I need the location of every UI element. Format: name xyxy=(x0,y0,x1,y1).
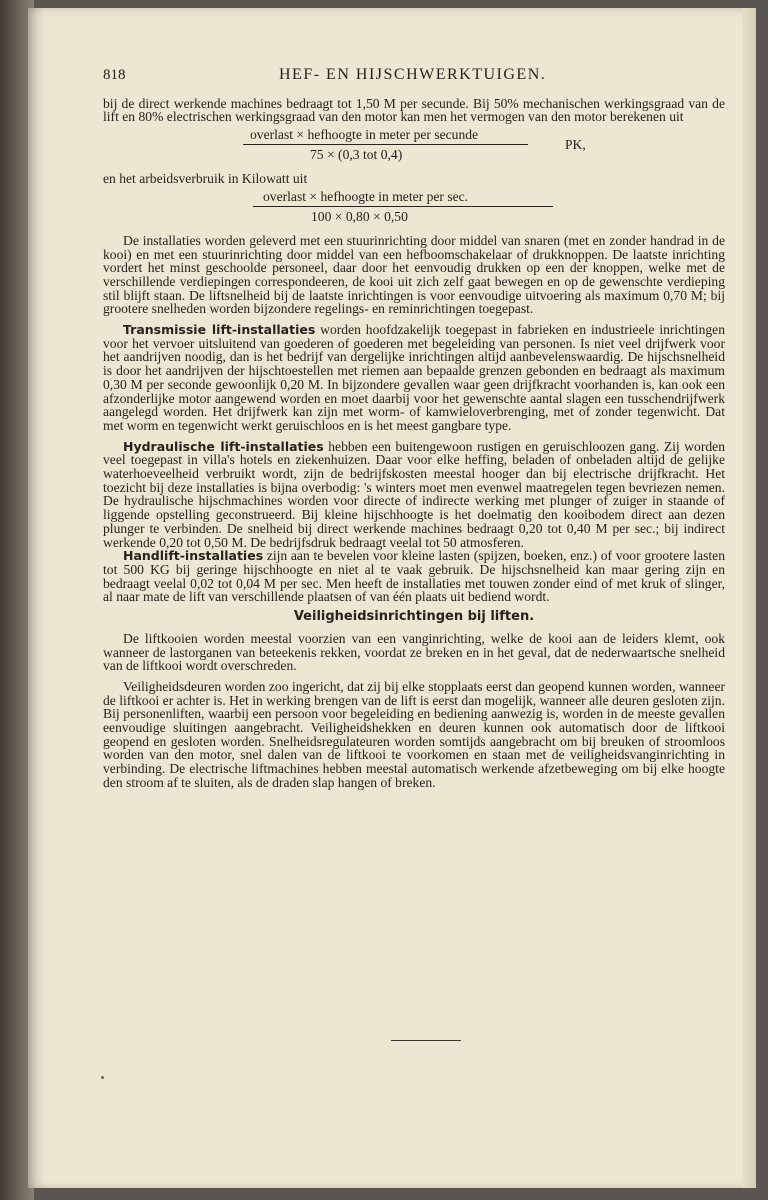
page-number: 818 xyxy=(103,67,126,83)
formula-numerator: overlast × hefhoogte in meter per sec. xyxy=(263,188,469,204)
paragraph-handlift xyxy=(103,549,725,604)
paragraph: De liftkooien worden meestal voorzien van een vanginrichting, welke de kooi aan de leiders klemt, ook wanneer de lastorganen van beteekenis rekken, voordat ze breken en in het geval, dat de nederwaartsche snelheid van de liftkooi wordt overschreden. xyxy=(103,630,725,674)
paragraph-hydraulisch xyxy=(103,440,725,550)
paragraph: en het arbeidsverbruik in Kilowatt uit xyxy=(103,171,308,187)
fraction-line xyxy=(243,144,528,145)
page-edge xyxy=(742,8,756,1188)
page-content xyxy=(103,68,725,790)
formula-unit: PK, xyxy=(565,137,586,153)
section-title: Veiligheidsinrichtingen bij liften. xyxy=(293,609,535,625)
formula-pk xyxy=(103,128,725,168)
lead-term: Hydraulische lift-installaties xyxy=(123,438,324,454)
paragraph-body: zijn aan te bevelen voor kleine lasten (spijzen, boeken, enz.) of voor grootere lasten tot 500 KG bij geringe hijschhoogte en niet al te vaak gebruik. De hijschsnelheid kan maar gering zijn en bedraagt veelal 0,02 tot 0,04 M per sec. Men heeft de installaties met touwen zonder eind of met kruk of slinger, al naar mate de lift van verschillende plaatsen of van één plaats uit bediend wordt. xyxy=(103,548,725,605)
running-title: HEF- EN HIJSCHWERKTUIGEN. xyxy=(279,66,547,83)
formula-numerator: overlast × hefhoogte in meter per secunde xyxy=(250,127,479,143)
page-header xyxy=(103,68,725,83)
paragraph-transmissie xyxy=(103,323,725,433)
lead-term: Transmissie lift-installaties xyxy=(123,322,316,338)
formula-denominator: 100 × 0,80 × 0,50 xyxy=(311,208,408,224)
fraction-line xyxy=(253,206,553,207)
formula-denominator: 75 × (0,3 tot 0,4) xyxy=(310,147,403,163)
paragraph-body: worden hoofdzakelijk toegepast in fabrieken en industrieele inrichtingen voor het vervoer uitsluitend van goederen of goederen met begeleiding van personen. Is niet veel drijfwerk voor het aandrijven noodig, dan is het bedrijf van dergelijke inrichtingen altijd aanbevelenswaardig. De hijschsnelheid is door het aandrijven der hijschtoestellen met riemen aan bepaalde grenzen gebonden en bedraagt als maximum 0,30 M per seconde gewoonlijk 0,20 M. In bijzondere gevallen waar geen drijfkracht voorhanden is, kan ook een afzonderlijke motor aangewend worden en moet daarbij voor het gewenschte aantal slagen een tusschendrijfwerk aangelegd worden. Het drijfwerk kan zijn met worm- of kamwieloverbrenging, met of zonder tegenwicht. Dat met worm en tegenwicht werkt geruischloos en is het meest gangbare type. xyxy=(103,322,725,433)
paragraph: Veiligheidsdeuren worden zoo ingericht, dat zij bij elke stopplaats eerst dan geopend kunnen worden, wanneer de liftkooi er achter is. Het in werking brengen van de lift is eerst dan mogelijk, wanneer alle deuren gesloten zijn. Bij personenliften, waarbij een persoon voor begeleiding en bediening aanwezig is, worden in de meeste gevallen eenvoudige sluitingen aangebracht. Veiligheidshekken en deuren kunnen ook automatisch door de liftkooi geopend en gesloten worden. Snelheidsregulateuren worden somtijds aangebracht om bij breuken of stroomloos worden van den motor, snel dalen van de liftkooi te voorkomen en staan met de veiligheidsvanginrichting in verbinding. De electrische liftmachines hebben meestal automatisch werkende afzetbeweging om bij elke hoogte den stroom af te sluiten, als de draden slap hangen of breken. xyxy=(103,678,725,790)
lead-term: Handlift-installaties xyxy=(123,548,264,564)
formula-kw xyxy=(103,190,725,230)
end-rule xyxy=(391,1040,461,1041)
paragraph: bij de direct werkende machines bedraagt tot 1,50 M per secunde. Bij 50% mechanischen werkingsgraad van de lift en 80% electrischen werkingsgraad van den motor kan men het vermogen van den motor berekenen uit xyxy=(103,95,725,125)
paragraph: De installaties worden geleverd met een stuurinrichting door middel van snaren (met en zonder handrad in de kooi) en met een stuurinrichting door middel van een hefboomschakelaar of drukknoppen. De laatste inrichting vordert het minst geschoolde personeel, daar door het eenvoudig drukken op een der knoppen, welke met de verschillende verdiepingen correspondeeren, de kooi uit zich zelf gaat bewegen en op de gewenschte verdieping stil blijft staan. De liftsnelheid bij de laatste inrichtingen is voor eenvoudige uitvoering als maximum 0,70 M; bij grootere snelheden worden bijzondere regelings- en reminrichtingen toegepast. xyxy=(103,232,725,317)
page-speck xyxy=(101,1076,104,1079)
paragraph-body: hebben een buitengewoon rustigen en geruischloozen gang. Zij worden veel toegepast in villa's hotels en ziekenhuizen. Daar voor elke heffing, beladen of onbeladen altijd de gelijke waterhoeveelheid verbruikt wordt, zijn de bedrijfskosten meestal hooger dan bij electrische drijfkracht. Het toezicht bij deze installaties is bijna overbodig: 's winters moet men evenwel maatregelen tegen bevriezen nemen. De hydraulische hijschmachines worden voor directe of indirecte werking met plunger of zuiger in staande of liggende opstelling geconstrueerd. Bij kleine hijschhoogte is het doelmatig den kooibodem direct aan dezen plunger te verbinden. De snelheid bij direct werkende machines bedraagt 0,20 tot 0,40 M per sec.; bij indirect werkende 0,20 tot 0,50 M. De bedrijfsdruk bedraagt veelal tot 50 atmosferen. xyxy=(103,438,725,550)
